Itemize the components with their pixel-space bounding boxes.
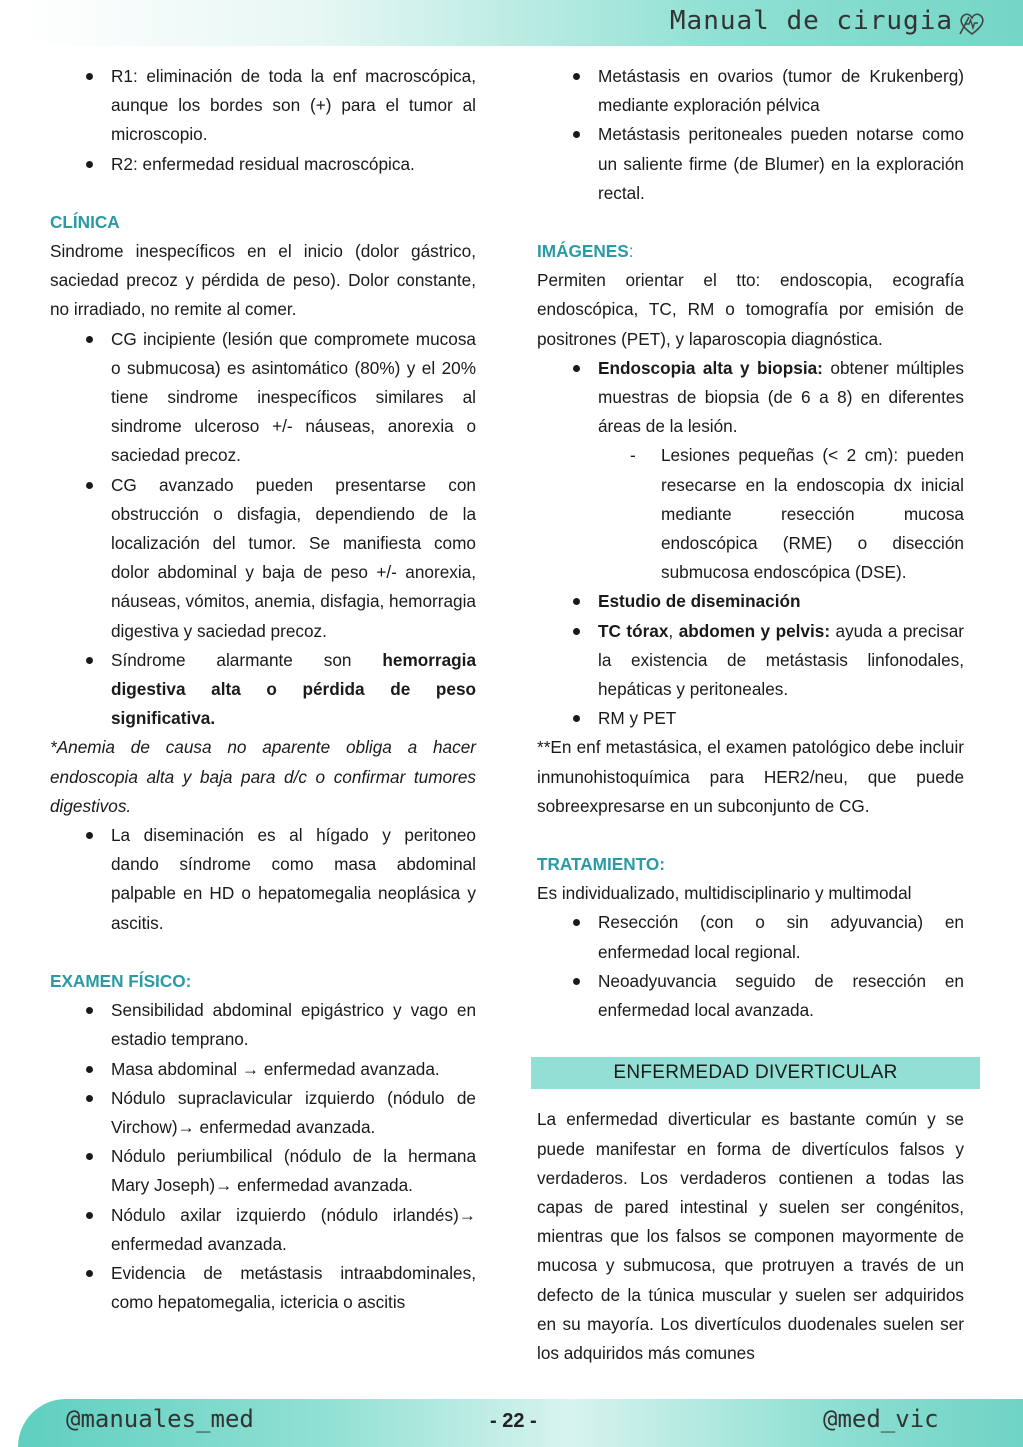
- list-item: Estudio de diseminación: [537, 587, 964, 616]
- list-item: RM y PET: [537, 704, 964, 733]
- footer-left-handle: @manuales_med: [66, 1405, 254, 1433]
- page-number: - 22 -: [490, 1410, 537, 1432]
- heart-scalpel-icon: [957, 9, 987, 37]
- tc-bold-1: TC tórax: [598, 620, 669, 641]
- list-item: R1: eliminación de toda la enf macroscópica, aunque los bordes son (+) para el tumor al microscopio.: [50, 62, 476, 150]
- endoscopia-bold: Endoscopia alta y biopsia:: [598, 357, 823, 378]
- alarmante-text: Síndrome alarmante son: [111, 649, 383, 670]
- list-item: CG avanzado pueden presentarse con obstrucción o disfagia, dependiendo de la localización del tumor. Se manifiesta como dolor abdominal y baja de peso +/- anorexia, náuseas, vómitos, anemia, disfagia, hemorragia digestiva y saciedad precoz.: [50, 471, 476, 646]
- imagenes-heading-text: IMÁGENES: [537, 241, 629, 262]
- tratamiento-intro: Es individualizado, multidisciplinario y multimodal: [537, 883, 912, 904]
- list-item: Neoadyuvancia seguido de resección en enfermedad local avanzada.: [537, 967, 964, 1025]
- list-item: Nódulo periumbilical (nódulo de la hermana Mary Joseph)→ enfermedad avanzada.: [50, 1142, 476, 1200]
- tc-bold-2: abdomen y pelvis:: [678, 620, 831, 641]
- tc-text: ayuda a precisar la existencia de metástasis linfonodales, hepáticas y peritoneales.: [598, 620, 964, 700]
- imagenes-heading-colon: :: [628, 241, 634, 262]
- clinica-intro: Sindrome inespecíficos en el inicio (dolor gástrico, saciedad precoz y pérdida de peso). Dolor constante, no irradiado, no remite al comer.: [50, 241, 476, 320]
- examen-heading: EXAMEN FÍSICO:: [50, 970, 192, 991]
- list-item: [537, 617, 964, 705]
- alarmante-bold: hemorragia digestiva alta o pérdida de peso significativa.: [111, 649, 476, 729]
- left-column: [50, 62, 476, 1317]
- sub-list-item: - Lesiones pequeñas (< 2 cm): pueden resecarse en la endoscopia dx inicial mediante resección mucosa endoscópica (RME) o disección submucosa endoscópica (DSE).: [537, 441, 964, 587]
- clinica-heading: CLÍNICA: [50, 211, 120, 232]
- list-item: Metástasis en ovarios (tumor de Krukenberg) mediante exploración pélvica: [537, 62, 964, 120]
- header-title: Manual de cirugia: [669, 6, 953, 36]
- list-item: Metástasis peritoneales pueden notarse como un saliente firme (de Blumer) en la exploración rectal.: [537, 120, 964, 208]
- tc-comma: ,: [668, 620, 679, 641]
- list-item: [537, 354, 964, 442]
- list-item: La diseminación es al hígado y peritoneo dando síndrome como masa abdominal palpable en HD o hepatomegalia neoplásica y ascitis.: [50, 821, 476, 938]
- list-item: CG incipiente (lesión que compromete mucosa o submucosa) es asintomático (80%) y el 20% tiene sindrome inespecíficos similares al sindrome ulceroso +/- náuseas, anorexia o saciedad precoz.: [50, 325, 476, 471]
- section-title: ENFERMEDAD DIVERTICULAR: [531, 1057, 980, 1089]
- her2-note: **En enf metastásica, el examen patológico debe incluir inmunohistoquímica para HER2/neu, que puede sobreexpresarse en un subconjunto de CG.: [537, 737, 964, 816]
- list-item: Evidencia de metástasis intraabdominales, como hepatomegalia, ictericia o ascitis: [50, 1259, 476, 1317]
- right-column: [537, 62, 964, 1368]
- anemia-note: *Anemia de causa no aparente obliga a hacer endoscopia alta y baja para d/c o confirmar tumores digestivos.: [50, 737, 476, 816]
- list-item: Resección (con o sin adyuvancia) en enfermedad local regional.: [537, 908, 964, 966]
- footer-right-handle: @med_vic: [823, 1405, 939, 1433]
- endoscopia-text: obtener múltiples muestras de biopsia (de 6 a 8) en diferentes áreas de la lesión.: [598, 357, 964, 437]
- imagenes-intro: Permiten orientar el tto: endoscopia, ecografía endoscópica, TC, RM o tomografía por emisión de positrones (PET), y laparoscopia diagnóstica.: [537, 270, 964, 349]
- list-item: [50, 646, 476, 734]
- diverticular-text: La enfermedad diverticular es bastante común y se puede manifestar en forma de divertículos falsos y verdaderos. Los verdaderos contienen a todas las capas de pared intestinal y suelen ser congénitos, mientras que los falsos se componen mayormente de mucosa y submucosa, que protruyen a través de un defecto de la túnica muscular y suelen ser adquiridos en su mayoría. Los divertículos duodenales suelen ser los adquiridos más comunes: [537, 1109, 964, 1363]
- list-item: Sensibilidad abdominal epigástrico y vago en estadio temprano.: [50, 996, 476, 1054]
- list-item: Nódulo supraclavicular izquierdo (nódulo de Virchow)→ enfermedad avanzada.: [50, 1084, 476, 1142]
- imagenes-heading: [537, 237, 964, 266]
- list-item: R2: enfermedad residual macroscópica.: [50, 150, 476, 179]
- tratamiento-heading: TRATAMIENTO:: [537, 854, 665, 875]
- list-item: Nódulo axilar izquierdo (nódulo irlandés)→ enfermedad avanzada.: [50, 1201, 476, 1259]
- list-item: Masa abdominal → enfermedad avanzada.: [50, 1055, 476, 1084]
